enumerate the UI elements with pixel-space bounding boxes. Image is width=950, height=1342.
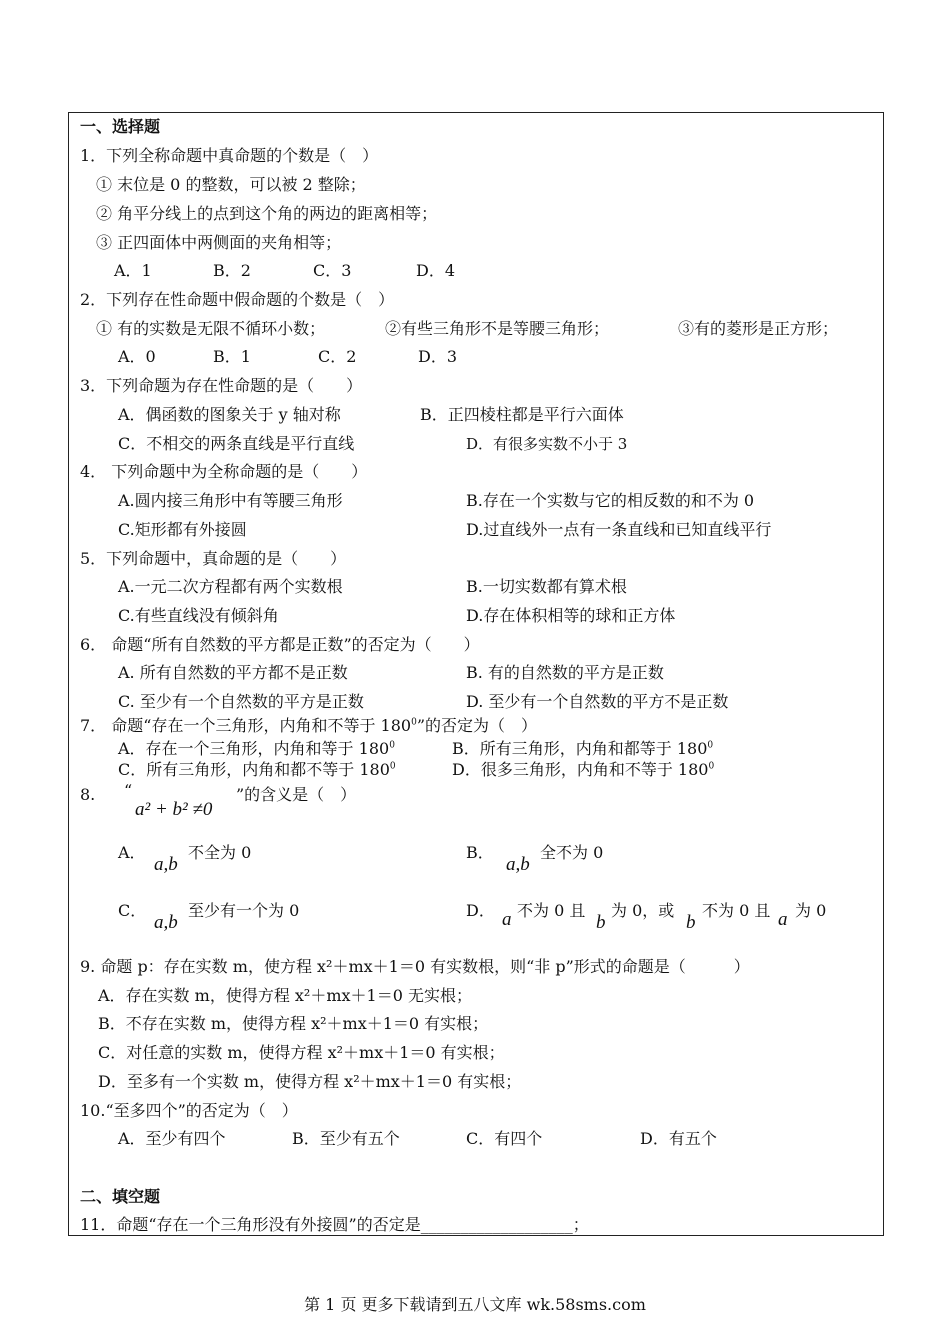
q10-option-c: C．有四个 (466, 1129, 543, 1148)
q5-option-a: A.一元二次方程都有两个实数根 (118, 577, 343, 596)
q8-number: 8. (80, 785, 96, 804)
q9-option-b: B．不存在实数 m，使得方程 x²＋mx＋1＝0 有实根； (98, 1014, 489, 1033)
q1-item-2: ② 角平分线上的点到这个角的两边的距离相等； (96, 204, 438, 223)
q9-stem: 9. 命题 p：存在实数 m，使方程 x²＋mx＋1＝0 有实数根，则“非 p”形式的命题是（ ） (80, 957, 750, 976)
q11-stem: 11．命题“存在一个三角形没有外接圆”的否定是___________________； (80, 1215, 589, 1234)
q4-stem: 4． 下列命题中为全称命题的是（ ） (80, 462, 368, 481)
q7-option-b: B．所有三角形，内角和都等于 $180^0$ (452, 739, 714, 758)
q8-option-d-var-b: b (596, 912, 606, 933)
q6-option-c: C. 至少有一个自然数的平方是正数 (118, 692, 364, 711)
q8-option-b-text: 全不为 0 (540, 843, 604, 862)
q8-option-d-var-a: a (502, 909, 512, 930)
q3-stem: 3．下列命题为存在性命题的是（ ） (80, 376, 363, 395)
q10-option-b: B．至少有五个 (292, 1129, 400, 1148)
q8-close: ”的含义是（ ） (236, 785, 357, 804)
q5-option-b: B.一切实数都有算术根 (466, 577, 627, 596)
q2-item-2: ②有些三角形不是等腰三角形； (385, 319, 610, 338)
q8-option-c-math: a,b (154, 912, 178, 933)
q2-item-1: ① 有的实数是无限不循环小数； (96, 319, 326, 338)
q7-stem: 7． 命题“存在一个三角形，内角和不等于 $180^0$”的否定为（ ） (80, 716, 537, 735)
q2-option-a: A．0 (118, 347, 156, 366)
q6-option-a: A. 所有自然数的平方都不是正数 (118, 663, 348, 682)
q5-option-d: D.存在体积相等的球和正方体 (466, 606, 676, 625)
q7-option-a: A．存在一个三角形，内角和等于 $180^0$ (118, 739, 395, 758)
q3-option-a: A．偶函数的图象关于 y 轴对称 (118, 405, 341, 424)
q8-option-c-text: 至少有一个为 0 (188, 901, 300, 920)
q1-option-d: D．4 (416, 261, 456, 280)
q1-option-b: B．2 (213, 261, 251, 280)
q2-stem: 2．下列存在性命题中假命题的个数是（ ） (80, 290, 395, 309)
q10-option-a: A．至少有四个 (118, 1129, 226, 1148)
q9-option-a: A．存在实数 m，使得方程 x²＋mx＋1＝0 无实根； (98, 986, 472, 1005)
q1-option-c: C．3 (313, 261, 352, 280)
q10-option-d: D．有五个 (640, 1129, 717, 1148)
q4-option-b: B.存在一个实数与它的相反数的和不为 0 (466, 491, 755, 510)
q1-item-1: ① 末位是 0 的整数，可以被 2 整除； (96, 175, 366, 194)
q8-option-d-var-b2: b (686, 912, 696, 933)
q8-option-d-label: D． (466, 901, 495, 920)
q3-option-b: B．正四棱柱都是平行六面体 (420, 405, 624, 424)
section2-title: 二、填空题 (80, 1187, 161, 1206)
q2-option-d: D．3 (418, 347, 458, 366)
q8-option-d-text-1: 不为 0 且 (517, 901, 586, 920)
q1-option-a: A．1 (114, 261, 152, 280)
q8-option-b-math: a,b (506, 854, 530, 875)
q8-option-d-text-4: 为 0 (795, 901, 827, 920)
q6-option-d: D. 至少有一个自然数的平方不是正数 (466, 692, 729, 711)
q3-option-c: C．不相交的两条直线是平行直线 (118, 434, 355, 453)
q4-option-a: A.圆内接三角形中有等腰三角形 (118, 491, 343, 510)
q8-option-a-math: a,b (154, 854, 178, 875)
q10-stem: 10.“至多四个”的否定为（ ） (80, 1101, 298, 1120)
q8-option-b-label: B． (466, 843, 494, 862)
q3-option-d: D．有很多实数不小于 3 (466, 435, 628, 453)
q9-option-d: D．至多有一个实数 m，使得方程 x²＋mx＋1＝0 有实根； (98, 1072, 522, 1091)
q7-option-c: C．所有三角形，内角和都不等于 $180^0$ (118, 760, 396, 779)
q8-option-d-var-a2: a (778, 909, 788, 930)
q8-option-a-label: A． (118, 843, 146, 862)
q8-option-a-text: 不全为 0 (188, 843, 252, 862)
q4-option-d: D.过直线外一点有一条直线和已知直线平行 (466, 520, 772, 539)
q2-item-3: ③有的菱形是正方形； (678, 319, 839, 338)
q2-option-c: C．2 (318, 347, 357, 366)
q8-option-d-text-3: 不为 0 且 (702, 901, 771, 920)
page-footer: 第 1 页 更多下载请到五八文库 wk.58sms.com (304, 1295, 646, 1314)
section1-title: 一、选择题 (80, 117, 161, 136)
q5-stem: 5．下列命题中，真命题的是（ ） (80, 549, 347, 568)
q9-option-c: C．对任意的实数 m，使得方程 x²＋mx＋1＝0 有实根； (98, 1043, 505, 1062)
q8-formula: a² + b² ≠0 (135, 799, 213, 820)
q7-option-d: D．很多三角形，内角和不等于 $180^0$ (452, 760, 715, 779)
q1-stem: 1．下列全称命题中真命题的个数是（ ） (80, 146, 379, 165)
q6-option-b: B. 有的自然数的平方是正数 (466, 663, 664, 682)
q8-option-d-text-2: 为 0，或 (611, 901, 675, 920)
q2-option-b: B．1 (213, 347, 251, 366)
q8-open-quote: “ (124, 781, 133, 800)
q6-stem: 6． 命题“所有自然数的平方都是正数”的否定为（ ） (80, 635, 480, 654)
q4-option-c: C.矩形都有外接圆 (118, 520, 247, 539)
q5-option-c: C.有些直线没有倾斜角 (118, 606, 279, 625)
q8-option-c-label: C． (118, 901, 147, 920)
q1-item-3: ③ 正四面体中两侧面的夹角相等； (96, 233, 342, 252)
